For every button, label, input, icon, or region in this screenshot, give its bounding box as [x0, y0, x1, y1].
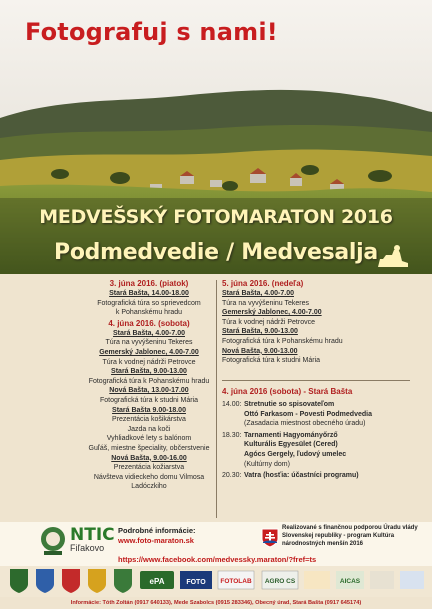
left_column-day: 3. júna 2016. (piatok): [109, 279, 189, 288]
bear-icon: [376, 243, 410, 269]
right_column-item: Túra k vodnej nádrži Petrovce: [222, 318, 315, 326]
svg-text:AICAS: AICAS: [339, 578, 361, 585]
schedule-line: Vatra (hosťia: účastníci programu): [244, 472, 359, 480]
left_column-item: Guľáš, miestne špeciality, občerstvenie: [88, 444, 210, 452]
schedule-line: Agócs Gergely, ľudový umelec: [244, 450, 347, 458]
website-link[interactable]: www.foto-maraton.sk: [118, 535, 194, 545]
left_column-venue: Stará Bašta, 4.00-7.00: [113, 329, 185, 337]
ntic-logo-text: NTIC: [70, 525, 115, 545]
right_column-venue: Stará Bašta, 4.00-7.00: [222, 290, 294, 297]
svg-text:ePA: ePA: [149, 577, 165, 586]
svg-text:AGRO CS: AGRO CS: [264, 578, 296, 585]
info-heading: Podrobné informácie:: [118, 526, 196, 535]
sunday-program: [222, 278, 408, 366]
left_column-venue: Stará Bašta, 14.00-18.00: [109, 290, 189, 297]
schedule-line: Kulturális Egyesület (Cered): [244, 441, 338, 449]
event-title: MEDVEŠSKÝ FOTOMARATON 2016: [39, 206, 393, 228]
left_column-item: Návšteva vidieckeho domu Vilmosa Ladóczkiho: [93, 473, 205, 491]
program-right-column: [222, 278, 408, 366]
right_column-item: Túra na vyvýšeninu Tekeres: [222, 299, 310, 307]
right_column-venue: Nová Bašta, 9.00-13.00: [222, 347, 298, 355]
right_column-venue: Gemerský Jablonec, 4.00-7.00: [222, 309, 322, 317]
schedule-time: 18.30:: [222, 431, 242, 439]
headline: Fotografuj s nami!: [25, 18, 278, 46]
saturday-section: [222, 386, 408, 483]
right_column-item: Fotografická túra k studni Mária: [222, 357, 321, 365]
left_column-item: Fotografická túra so sprievedcom: [97, 299, 201, 307]
schedule-line: Stretnutie so spisovateľom: [244, 401, 335, 408]
left_column-item: Prezentácia košikárstva: [112, 416, 186, 424]
left_column-day: 4. júna 2016. (sobota): [108, 318, 190, 328]
schedule-line: Ottó Farkasom - Povesti Podmedvedia: [244, 410, 372, 418]
schedule-text: [244, 400, 408, 429]
program-left-column: [84, 278, 214, 492]
left_column-item: k Pohanskému hradu: [115, 309, 183, 317]
contact-footer: Informácie: Tóth Zoltán (0917 640133), Mede Szabolcs (0915 283346), Obecný úrad, Stará Bašta (0917 645174): [0, 597, 432, 609]
left_column-venue: Nová Bašta, 9.00-16.00: [111, 454, 187, 462]
event-subtitle: Podmedvedie / Medvesalja: [54, 240, 378, 265]
svg-text:FOTOLAB: FOTOLAB: [220, 578, 252, 585]
facebook-link[interactable]: https://www.facebook.com/medvessky.maraton/?fref=ts: [118, 555, 317, 564]
ntic-logo-city: Fiľakovo: [70, 543, 105, 553]
left_column-venue: Gemerský Jablonec, 4.00-7.00: [99, 348, 199, 356]
saturday-schedule: [222, 400, 408, 481]
left_column-venue: Nová Bašta, 13.00-17.00: [109, 387, 189, 395]
left_column-item: Vyhliadkové lety s balónom: [106, 435, 192, 443]
schedule-line: (Zasadacia miestnost obecného úradu): [244, 420, 366, 428]
right_column-venue: Stará Bašta, 9.00-13.00: [222, 328, 298, 336]
sponsor-logos: [0, 566, 432, 596]
left_column-item: Fotografická túra k studni Mária: [99, 396, 199, 404]
column-divider: [216, 280, 217, 518]
schedule-row: [222, 431, 408, 469]
left_column-item: Túra k vodnej nádrži Petrovce: [102, 358, 196, 366]
slovak-coat-of-arms-icon: [261, 528, 279, 548]
left_column-venue: Stará Bašta, 9.00-13.00: [111, 368, 187, 376]
left_column-item: Jazda na koči: [127, 425, 171, 433]
left_column-item: Túra na vyvýšeninu Tekeres: [105, 339, 193, 347]
info-details: [118, 526, 268, 545]
left_column-item: Fotografická túra k Pohanskému hradu: [88, 377, 210, 385]
crest-icons: [10, 569, 132, 593]
schedule-row: [222, 471, 408, 481]
schedule-text: [244, 471, 408, 481]
village-logo-icon: [40, 526, 66, 556]
government-support-text: Realizované s finančnou podporou Úradu vlády Slovenskej republiky - program Kultúra národnostných menšín 2016: [282, 525, 418, 547]
schedule-time: 20.30:: [222, 472, 242, 480]
ntic-logo: [70, 525, 115, 553]
schedule-row: [222, 400, 408, 429]
schedule-text: [244, 431, 408, 469]
section-divider: [222, 380, 410, 381]
right_column-day: 5. júna 2016. (nedeľa): [222, 279, 304, 288]
left_column-item: Prezentácia kožiarstva: [113, 464, 185, 472]
svg-text:FOTO: FOTO: [186, 579, 206, 586]
schedule-line: (Kultúrny dom): [244, 460, 290, 468]
left_column-venue: Stará Bašta 9.00-18.00: [112, 406, 186, 414]
right_column-item: Fotografická túra k Pohanskému hradu: [222, 337, 343, 345]
hero-photo: [0, 0, 432, 265]
schedule-time: 14.00:: [222, 401, 242, 408]
saturday-section-title: 4. júna 2016 (sobota) - Stará Bašta: [222, 387, 353, 396]
schedule-line: Tarnamenti Hagyományőrző: [244, 431, 338, 439]
